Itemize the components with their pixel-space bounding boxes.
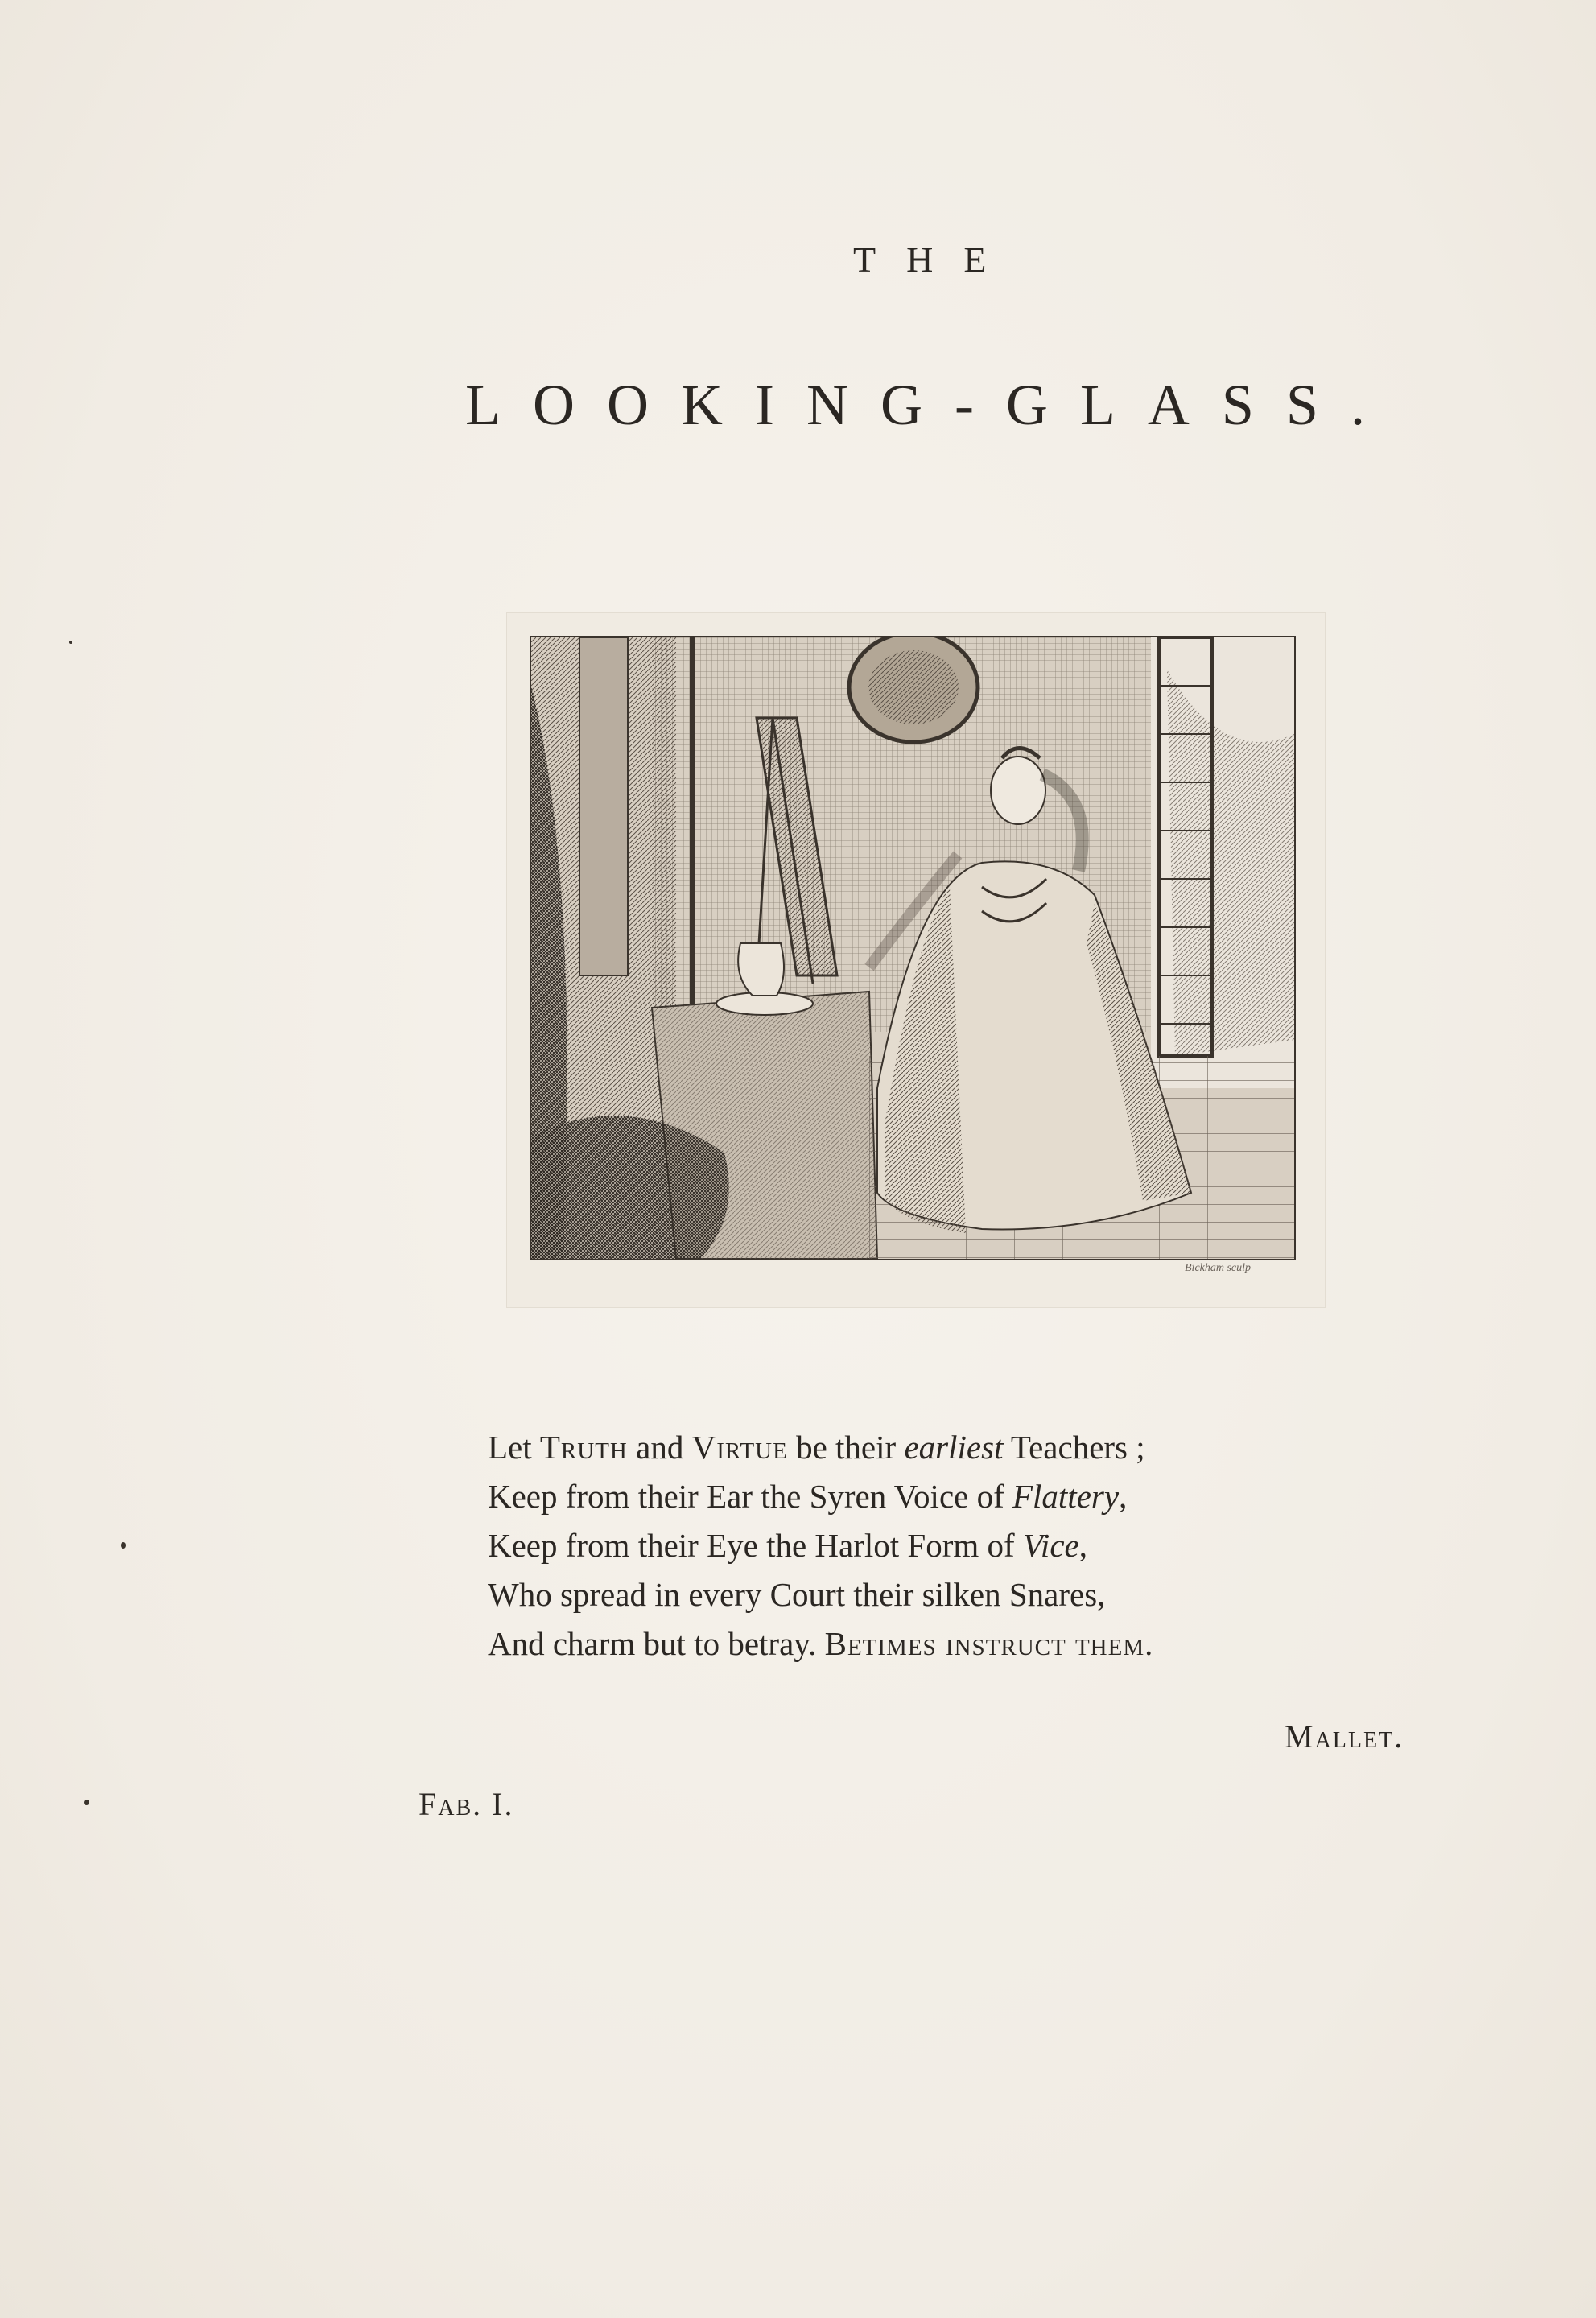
engraving-svg	[531, 637, 1294, 1259]
ink-speck	[121, 1542, 126, 1549]
verse-line-1: Let Truth and Virtue be their earliest Teachers ;	[488, 1429, 1145, 1466]
engraver-credit: Bickham sculp	[1185, 1262, 1252, 1274]
verse-line-2: Keep from their Ear the Syren Voice of Flattery,	[488, 1478, 1128, 1515]
page-title: LOOKING-GLASS.	[465, 373, 1397, 437]
verse-attribution: Mallet.	[1285, 1718, 1404, 1755]
heading-the: THE	[853, 239, 1017, 280]
verse-line-4: Who spread in every Court their silken Snares,	[488, 1576, 1106, 1613]
verse-line-3: Keep from their Eye the Harlot Form of Vice,	[488, 1527, 1087, 1564]
verse-line-5: And charm but to betray. Betimes instruct them.	[488, 1625, 1154, 1662]
engraving-illustration	[530, 636, 1296, 1260]
ink-speck	[84, 1800, 89, 1805]
verse-block	[488, 1423, 1153, 1668]
catchword: Fab. I.	[419, 1786, 514, 1822]
ink-speck	[69, 641, 72, 644]
